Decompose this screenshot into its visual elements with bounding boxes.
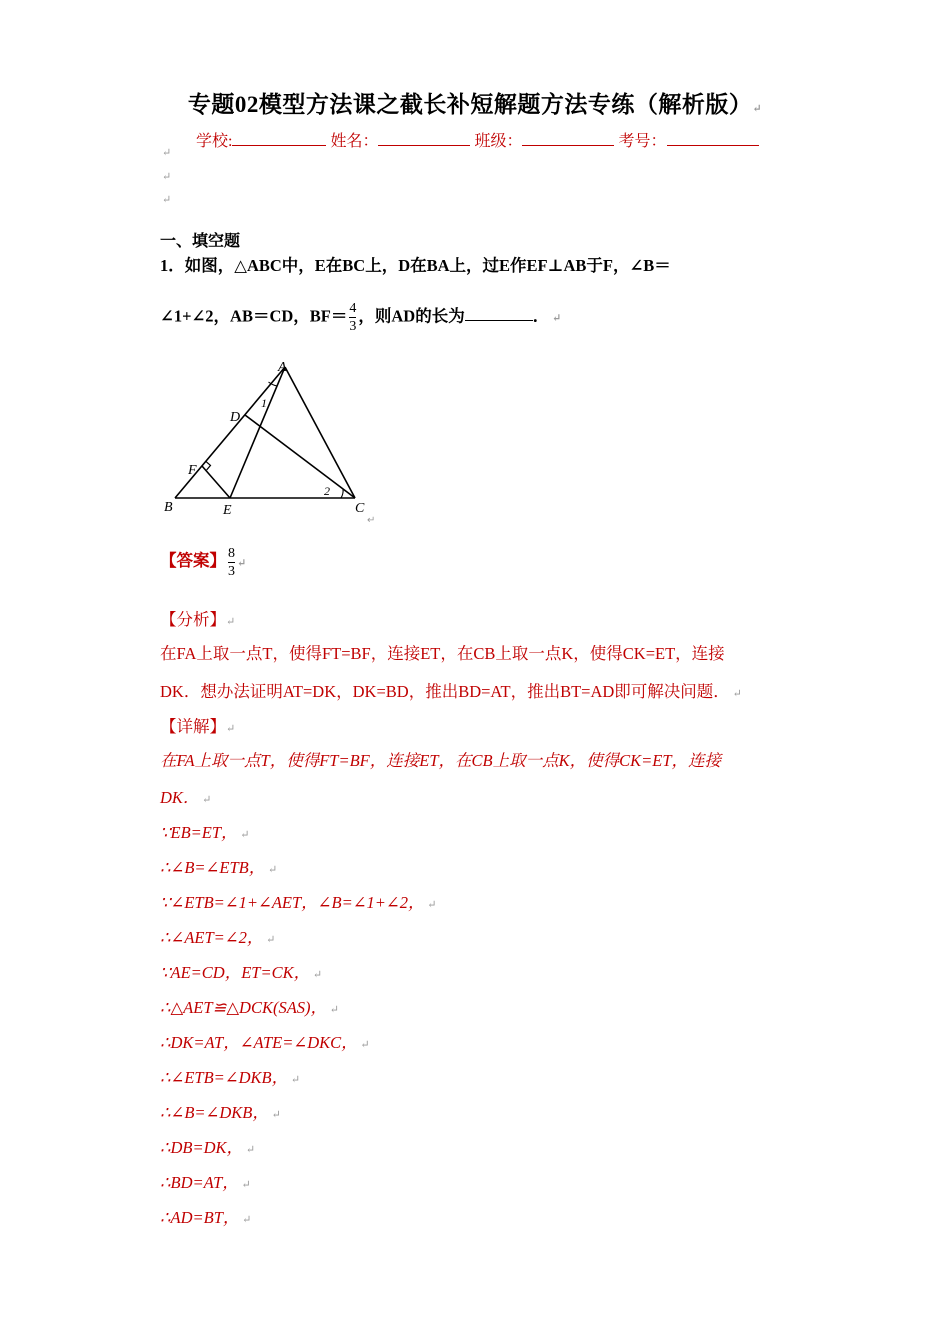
segment-dc — [245, 415, 355, 498]
label-b: B — [164, 500, 173, 515]
analysis-line-2: DK．想办法证明AT=DK，DK=BD，推出BD=AT，推出BT=AD即可解决问题． ↵ — [160, 682, 742, 701]
segment-ae — [230, 367, 285, 498]
paragraph-mark: ↵ — [162, 147, 172, 159]
proof-step: ∴AD=BT， ↵ — [160, 1208, 252, 1227]
paragraph-mark: ↵ — [162, 194, 172, 206]
question-text-1: 如图，△ABC中，E在BC上，D在BA上，过E作EF⊥AB于F，∠B＝ — [184, 256, 671, 275]
proof-step: ∴BD=AT， ↵ — [160, 1173, 251, 1192]
proof-step: ∴△AET≌△DCK(SAS)， ↵ — [160, 998, 339, 1017]
svg-text:↵: ↵ — [367, 515, 376, 526]
bf-fraction — [349, 300, 356, 335]
proof-step: ∴∠B=∠ETB， ↵ — [160, 858, 278, 877]
bf-denominator: 3 — [349, 319, 357, 334]
paragraph-mark: ↵ — [162, 171, 172, 183]
name-blank[interactable] — [378, 131, 470, 146]
bf-numerator: 4 — [349, 301, 357, 316]
student-info-line — [196, 128, 759, 151]
class-blank[interactable] — [522, 131, 614, 146]
angle-2-arc — [341, 489, 343, 498]
proof-step: ∴DK=AT，∠ATE=∠DKC， ↵ — [160, 1033, 370, 1052]
name-label: 姓名： — [330, 133, 379, 150]
answer-blank[interactable] — [465, 306, 533, 321]
answer-numerator: 8 — [228, 546, 235, 561]
label-e: E — [223, 503, 232, 518]
triangle-figure — [155, 355, 385, 530]
detail-label: 【详解】↵ — [160, 717, 236, 736]
detail-line-1: 在FA上取一点T，使得FT=BF，连接ET，在CB上取一点K，使得CK=ET，连接 — [160, 751, 721, 770]
document-title: 专题02模型方法课之截长补短解题方法专练（解析版）↵ — [187, 92, 763, 117]
question-text-2b: ，则AD的长为 — [358, 306, 465, 326]
question-line-2: ∠1+∠2，AB＝CD，BF＝ $\frac{4}{3}$ ，则AD的长为 ． ↵ — [160, 301, 562, 334]
question-text-2c: ． — [532, 306, 550, 326]
segment-ef — [202, 466, 230, 498]
question-text-2a: ∠1+∠2，AB＝CD，BF＝ — [160, 306, 348, 326]
proof-step: ∴∠ETB=∠DKB， ↵ — [160, 1068, 301, 1087]
answer-line: 【答案】 $\frac{8}{3}$ ↵ — [160, 546, 247, 579]
label-d: D — [230, 410, 241, 425]
proof-step: ∴DB=DK， ↵ — [160, 1138, 256, 1157]
proof-step: ∵AE=CD，ET=CK， ↵ — [160, 963, 323, 982]
school-label: 学校: — [196, 133, 233, 150]
detail-line-2: DK． ↵ — [160, 788, 212, 807]
exam-no-label: 考号： — [618, 133, 667, 150]
exam-no-blank[interactable] — [667, 131, 759, 146]
proof-step: ∴∠AET=∠2， ↵ — [160, 928, 276, 947]
label-angle-2: 2 — [324, 484, 330, 498]
question-line-1 — [160, 252, 671, 276]
side-ac — [285, 367, 355, 498]
analysis-line-1: 在FA上取一点T，使得FT=BF，连接ET，在CB上取一点K，使得CK=ET，连接 — [160, 644, 725, 663]
question-number: 1． — [160, 256, 185, 275]
proof-step: ∵EB=ET， ↵ — [160, 823, 250, 842]
school-blank[interactable] — [232, 131, 326, 146]
analysis-label: 【分析】↵ — [160, 610, 236, 629]
answer-fraction — [228, 545, 235, 580]
label-a: A — [278, 360, 287, 375]
answer-denominator: 3 — [228, 564, 235, 579]
label-f: F — [188, 463, 197, 478]
proof-step: ∵∠ETB=∠1+∠AET，∠B=∠1+∠2， ↵ — [160, 893, 437, 912]
right-angle-mark — [206, 461, 211, 470]
label-angle-1: 1 — [261, 396, 267, 410]
class-label: 班级： — [474, 133, 523, 150]
answer-label: 【答案】 — [160, 551, 226, 571]
proof-step: ∴∠B=∠DKB， ↵ — [160, 1103, 281, 1122]
label-c: C — [355, 501, 365, 516]
section-heading: 一、填空题 — [160, 233, 241, 250]
